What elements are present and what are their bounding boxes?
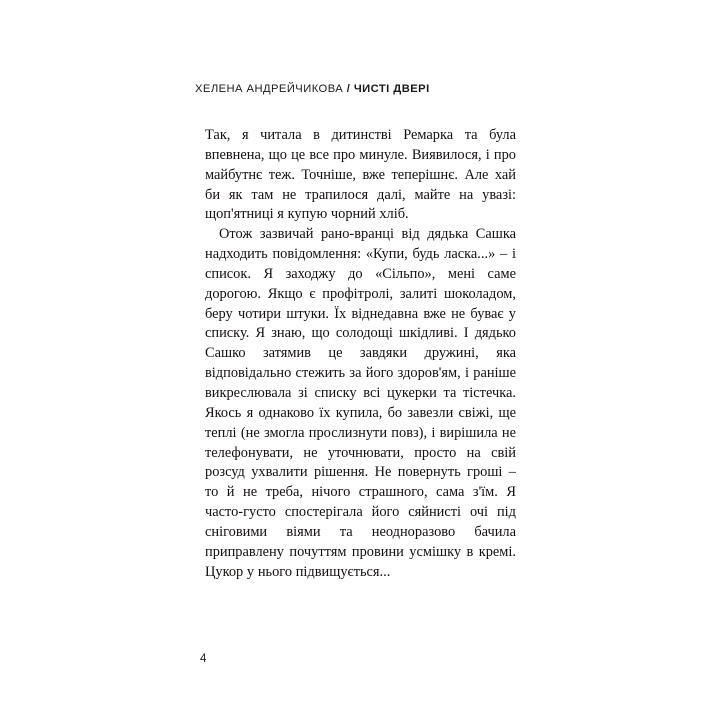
running-header [195,82,525,96]
running-header-author: ХЕЛЕНА АНДРЕЙЧИКОВА [195,83,344,95]
body-paragraph-1: Так, я читала в дитинстві Ремарка та була впевнена, що це все про минуле. Виявилося, і про майбутнє теж. Точніше, вже теперішнє. Але хай би як там не трапилося далі, майте на увазі: щоп'ятниці я купую чорний хліб. [205,127,516,223]
body-paragraph-2: Отож зазвичай рано-вранці від дядька Сашка надходить повідомлення: «Купи, будь ласка...» – і список. Я заходжу до «Сільпо», мені саме дорогою. Якщо є профітролі, залиті шоколадом, беру чотири штуки. Їх віднедавна вже не буває у списку. Я знаю, що солодощі шкідливі. І дядько Сашко затямив це завдяки дружині, яка відповідально стежить за його здоров'ям, і раніше викреслювала зі списку всі цукерки та тістечка. Якось я однаково їх купила, бо завезли свіжі, ще теплі (не змогла прослизнути повз), і вирішила не телефонувати, не уточнювати, просто на свій розсуд ухвалити рішення. Не повернуть гроші – то й не треба, нічого страшного, сама з'їм. Я часто-густо спостерігала його сяйнисті очі під сніговими віями та неодноразово бачила приправлену почуттям провини усмішку в кремі. Цукор у нього підвищується... [205,226,516,580]
running-header-separator: / [343,83,354,95]
body-text-block [205,126,516,582]
page-number: 4 [200,653,207,665]
running-header-title: ЧИСТІ ДВЕРІ [353,83,430,95]
